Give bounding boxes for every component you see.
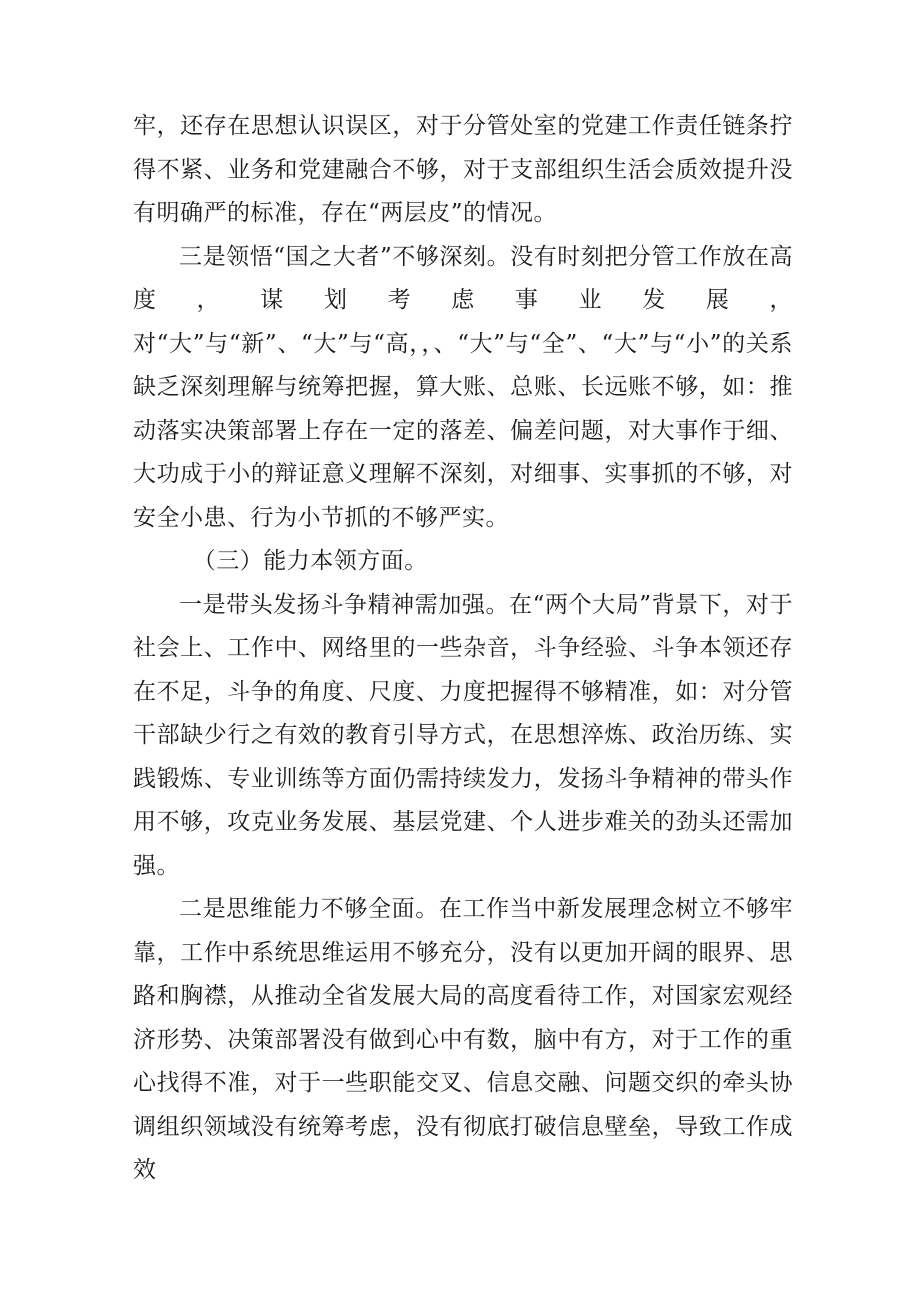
paragraph-struggle-spirit: 一是带头发扬斗争精神需加强。在“两个大局”背景下，对于社会上、工作中、网络里的一些杂音，斗争经验、斗争本领还存在不足，斗争的角度、尺度、力度把握得不够精准，如：对分管干部缺少行之有效的教育引导方式，在思想淬炼、政治历练、实践锻炼、专业训练等方面仍需持续发力，发扬斗争精神的带头作用不够，攻克业务发展、基层党建、个人进步难关的劲头还需加强。 [133,591,793,879]
paragraph-grasp-national-priorities: 三是领悟“国之大者”不够深刻。没有时刻把分管工作放在高度，谋划考虑事业发展，对“大”与“新”、“大”与“高，，、“大”与“全”、“大”与“小”的关系缺乏深刻理解与统筹把握，算大账、总账、长远账不够，如：推动落实决策部署上存在一定的落差、偏差问题，对大事作于细、大功成于小的辩证意义理解不深刻，对细事、实事抓的不够，对安全小患、行为小节抓的不够严实。 [133,243,793,531]
paragraph-continuation: 牢，还存在思想认识误区，对于分管处室的党建工作责任链条拧得不紧、业务和党建融合不够，对于支部组织生活会质效提升没有明确严的标准，存在“两层皮”的情况。 [133,113,793,226]
section-heading-ability: （三）能力本领方面。 [192,548,428,574]
paragraph-thinking-ability: 二是思维能力不够全面。在工作当中新发展理念树立不够牢靠，工作中系统思维运用不够充分，没有以更加开阔的眼界、思路和胸襟，从推动全省发展大局的高度看待工作，对国家宏观经济形势、决策部署没有做到心中有数，脑中有方，对于工作的重心找得不准，对于一些职能交叉、信息交融、问题交织的牵头协调组织领域没有统筹考虑，没有彻底打破信息壁垒，导致工作成效 [133,896,793,1183]
document-body [133,105,793,1193]
